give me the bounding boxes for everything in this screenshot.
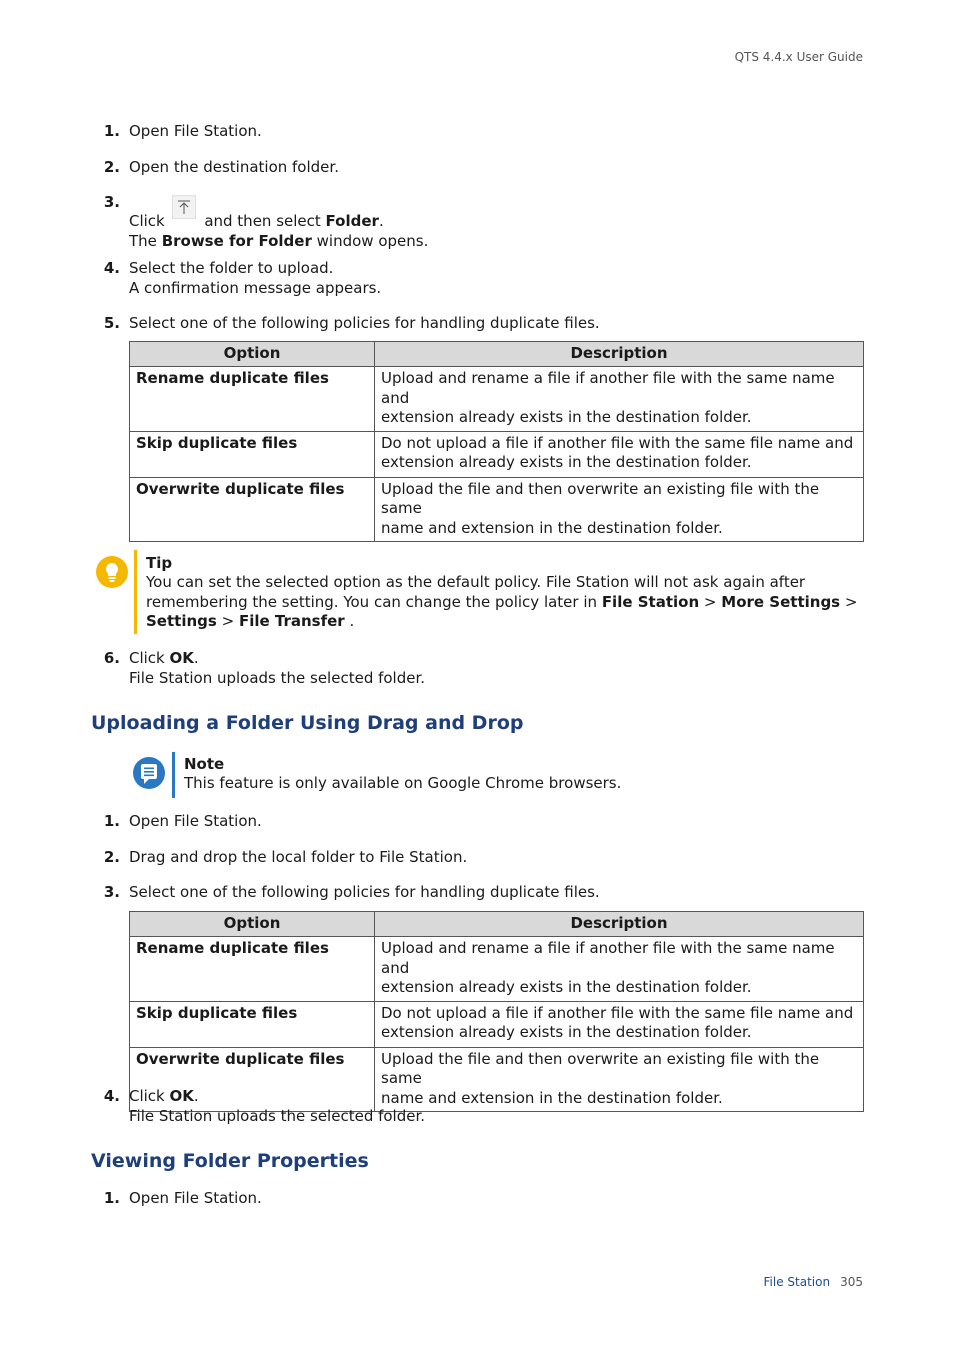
step-result: File Station uploads the selected folder.: [129, 1106, 426, 1125]
table-row: [130, 367, 864, 432]
step-text: Select the folder to upload.: [129, 259, 334, 277]
tip-title: Tip: [146, 554, 173, 572]
punctuation: .: [378, 212, 384, 230]
note-body: This feature is only available on Google Chrome browsers.: [184, 774, 622, 792]
duplicate-policy-table: [129, 341, 864, 542]
tip-body: You can set the selected option as the default policy. File Station will not ask again after remembering the setting. You can change the policy later in File Station > More Settings > Settings > File Transfer .: [146, 573, 858, 630]
step-text: window opens.: [316, 231, 429, 250]
step-number: 1.: [103, 1189, 120, 1207]
option-cell: Skip duplicate files: [130, 1001, 375, 1047]
step-number: 3.: [103, 193, 120, 211]
table-row: [130, 1001, 864, 1047]
column-header-option: Option: [130, 342, 375, 367]
column-header-option: Option: [130, 912, 375, 937]
step-text: and then select: [204, 212, 321, 230]
step-text: Select one of the following policies for handling duplicate files.: [129, 314, 600, 332]
step-text: Open File Station.: [129, 122, 262, 140]
step-number: 4.: [103, 1087, 120, 1105]
step-text: Drag and drop the local folder to File Station.: [129, 848, 468, 866]
step-result: A confirmation message appears.: [129, 278, 382, 297]
column-header-description: Description: [375, 342, 864, 367]
step-number: 2.: [103, 848, 120, 866]
folder-option: Folder: [325, 212, 379, 230]
note-title: Note: [184, 755, 225, 773]
table-header-row: [130, 912, 864, 937]
section-heading: Uploading a Folder Using Drag and Drop: [91, 712, 524, 734]
step-result: File Station uploads the selected folder.: [129, 668, 426, 687]
note-bar: [172, 752, 175, 798]
lightbulb-icon: [95, 555, 129, 593]
step-number: 2.: [103, 158, 120, 176]
option-cell: Rename duplicate files: [130, 937, 375, 1002]
step-number: 6.: [103, 649, 120, 667]
ok-label: OK: [169, 649, 194, 667]
column-header-description: Description: [375, 912, 864, 937]
description-cell: Do not upload a file if another file with the same file name and extension already exists in the destination folder.: [375, 1001, 864, 1047]
option-cell: Skip duplicate files: [130, 431, 375, 477]
table-row: [130, 937, 864, 1002]
option-cell: Overwrite duplicate files: [130, 477, 375, 542]
table-row: [130, 477, 864, 542]
page-footer: [600, 1275, 863, 1289]
step-text: Open File Station.: [129, 1189, 262, 1207]
description-cell: Upload the file and then overwrite an existing file with the same name and extension in the destination folder.: [375, 1047, 864, 1112]
window-name: Browse for Folder: [161, 231, 312, 250]
section-heading: Viewing Folder Properties: [91, 1150, 369, 1172]
running-header: QTS 4.4.x User Guide: [734, 50, 863, 64]
table-row: [130, 431, 864, 477]
step-number: 3.: [103, 883, 120, 901]
option-cell: Overwrite duplicate files: [130, 1047, 375, 1112]
duplicate-policy-table: [129, 911, 864, 1112]
step-text: Select one of the following policies for handling duplicate files.: [129, 883, 600, 901]
step-text: Open File Station.: [129, 812, 262, 830]
step-number: 4.: [103, 259, 120, 277]
step-number: 1.: [103, 122, 120, 140]
step-number: 5.: [103, 314, 120, 332]
step-number: 1.: [103, 812, 120, 830]
description-cell: Upload and rename a file if another file with the same name and extension already exists in the destination folder.: [375, 367, 864, 432]
page-number: 305: [840, 1275, 863, 1289]
description-cell: Upload and rename a file if another file with the same name and extension already exists in the destination folder.: [375, 937, 864, 1002]
ok-label: OK: [169, 1087, 194, 1105]
note-icon: [132, 756, 166, 794]
footer-section: File Station: [763, 1275, 831, 1289]
step-text: Open the destination folder.: [129, 158, 339, 176]
upload-icon: [172, 195, 196, 219]
step-text: The: [129, 231, 157, 250]
step-text: Click: [129, 212, 165, 230]
tip-bar: [134, 550, 137, 634]
description-cell: Upload the file and then overwrite an existing file with the same name and extension in the destination folder.: [375, 477, 864, 542]
table-header-row: [130, 342, 864, 367]
option-cell: Rename duplicate files: [130, 367, 375, 432]
description-cell: Do not upload a file if another file with the same file name and extension already exists in the destination folder.: [375, 431, 864, 477]
